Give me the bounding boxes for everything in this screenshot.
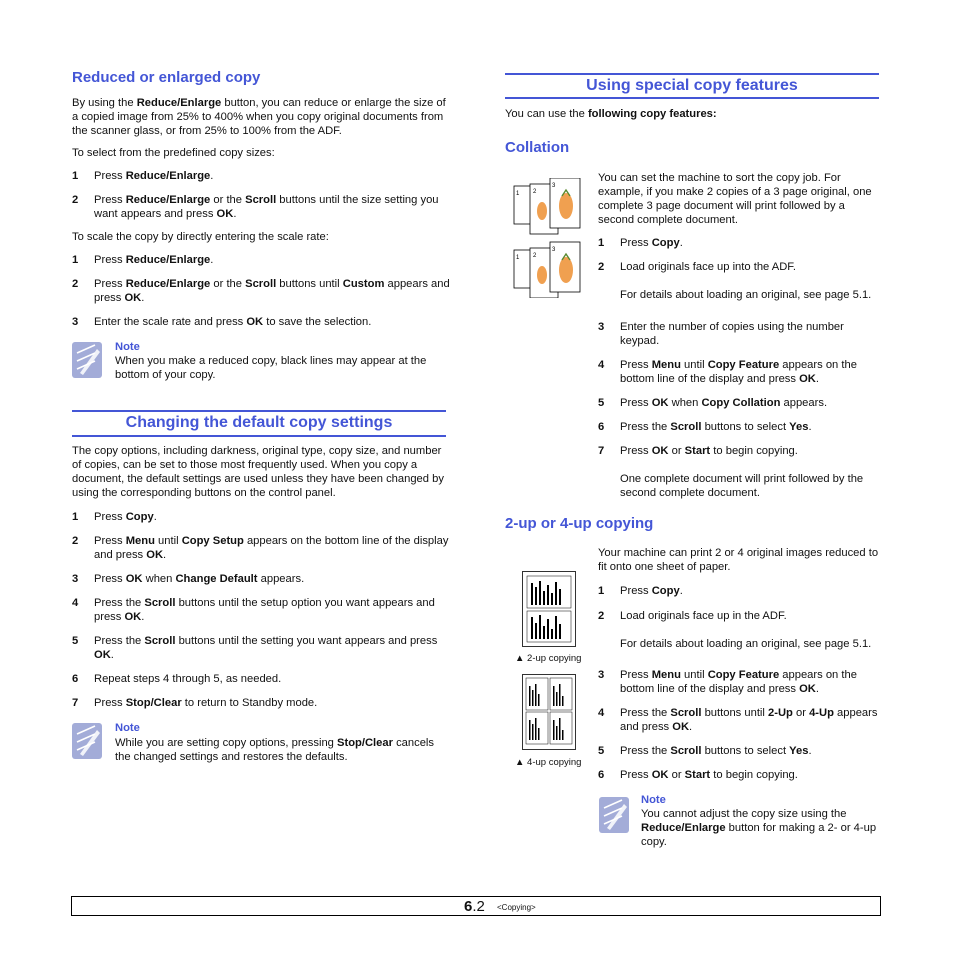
nup-intro: Your machine can print 2 or 4 original images reduced to fit onto one sheet of paper. — [598, 547, 879, 573]
step-number: 2 — [598, 610, 605, 622]
note-text: You cannot adjust the copy size using the Reduce/Enlarge button for making a 2- or 4-up copy. — [641, 808, 877, 848]
step-number: 1 — [598, 585, 605, 597]
collated-set-1 — [514, 178, 580, 234]
step-text: Press OK or Start to begin copying. One complete document will print followed by the second complete document. — [620, 445, 864, 499]
collated-set-2 — [514, 242, 580, 298]
note-title: Note — [115, 722, 140, 734]
section-heading-special: Using special copy features — [586, 77, 798, 94]
step-number: 5 — [72, 635, 79, 647]
step-text: Load originals face up in the ADF. For details about loading an original, see page 5.1. — [620, 610, 872, 650]
step-number: 3 — [598, 321, 605, 333]
step-text: Press Reduce/Enlarge. — [94, 170, 214, 182]
step-text: Press Stop/Clear to return to Standby mode. — [94, 697, 318, 709]
step-number: 5 — [598, 397, 605, 409]
section-heading-collation: Collation — [505, 139, 570, 156]
two-up-illustration — [522, 571, 576, 647]
step-number: 4 — [72, 597, 79, 609]
note-text: While you are setting copy options, pressing Stop/Clear cancels the changed settings and restores the defaults. — [115, 737, 435, 763]
page-number: 1 — [516, 255, 520, 261]
step-number: 5 — [598, 745, 605, 757]
page-number: 2 — [533, 253, 537, 259]
figure-caption-4up — [515, 757, 581, 769]
page-sub: .2 — [472, 898, 485, 915]
scale-intro: To scale the copy by directly entering the scale rate: — [72, 231, 329, 243]
section-heading-reduce: Reduced or enlarged copy — [72, 69, 261, 86]
step-number: 6 — [72, 673, 79, 685]
step-number: 7 — [598, 445, 605, 457]
step-text: Press Reduce/Enlarge or the Scroll buttons until the size setting you want appears and press OK. — [94, 194, 439, 220]
step-text: Repeat steps 4 through 5, as needed. — [94, 673, 282, 685]
step-text: Press OK when Copy Collation appears. — [620, 397, 828, 409]
step-number: 7 — [72, 697, 79, 709]
reduce-intro: By using the Reduce/Enlarge button, you can reduce or enlarge the size of a copied image from 25% to 400% when you copy original documents from the scanner glass, or from 25% to 100% from the ADF. — [72, 97, 446, 137]
step-number: 1 — [72, 254, 79, 266]
page-number: 2 — [533, 189, 537, 195]
step-number: 1 — [598, 237, 605, 249]
section-heading-nup: 2-up or 4-up copying — [505, 515, 654, 532]
page-number: 3 — [552, 247, 556, 253]
step-number: 6 — [598, 421, 605, 433]
step-number: 3 — [72, 316, 79, 328]
page-chapter: 6 — [464, 898, 473, 915]
step-text: Press OK or Start to begin copying. — [620, 769, 798, 781]
predef-intro: To select from the predefined copy sizes: — [72, 147, 275, 159]
collation-illustration — [512, 178, 584, 298]
step-number: 2 — [72, 535, 79, 547]
step-number: 4 — [598, 359, 605, 371]
page-footer — [71, 896, 881, 916]
section-label: <Copying> — [497, 903, 536, 912]
step-text: Press the Scroll buttons to select Yes. — [620, 745, 812, 757]
figure-caption-2up — [515, 653, 581, 665]
note-pencil-icon — [71, 722, 103, 760]
caption-text: 2-up copying — [527, 653, 582, 664]
step-number: 1 — [72, 511, 79, 523]
step-number: 2 — [72, 194, 79, 206]
section-banner-defaults — [72, 410, 446, 437]
step-text: Load originals face up into the ADF. For details about loading an original, see page 5.1. — [620, 261, 872, 301]
note-title: Note — [641, 794, 666, 806]
step-number: 2 — [598, 261, 605, 273]
triangle-icon: ▲ — [515, 653, 525, 664]
note-title: Note — [115, 341, 140, 353]
special-intro: You can use the following copy features: — [505, 108, 717, 120]
page-number: 3 — [552, 183, 556, 189]
step-number: 6 — [598, 769, 605, 781]
note-text: When you make a reduced copy, black lines may appear at the bottom of your copy. — [115, 355, 427, 381]
step-text: Press the Scroll buttons to select Yes. — [620, 421, 812, 433]
section-heading-defaults: Changing the default copy settings — [125, 414, 393, 431]
collation-intro: You can set the machine to sort the copy job. For example, if you make 2 copies of a 3 page original, one complete 3 page document will print followed by a second complete document. — [598, 172, 872, 226]
step-text: Press Reduce/Enlarge or the Scroll buttons until Custom appears and press OK. — [94, 278, 450, 304]
section-banner-special — [505, 73, 879, 99]
step-text: Press Copy. — [620, 585, 683, 597]
step-number: 1 — [72, 170, 79, 182]
step-number: 4 — [598, 707, 605, 719]
triangle-icon: ▲ — [515, 757, 525, 768]
step-number: 3 — [598, 669, 605, 681]
step-text: Press Menu until Copy Feature appears on the bottom line of the display and press OK. — [620, 669, 857, 695]
defaults-intro: The copy options, including darkness, original type, copy size, and number of copies, can be set to those most frequently used. When you copy a document, the default settings are used unless they have been changed by using the corresponding buttons on the control panel. — [72, 445, 444, 499]
step-number: 3 — [72, 573, 79, 585]
step-text: Enter the number of copies using the number keypad. — [620, 321, 844, 347]
step-text: Press Copy. — [94, 511, 157, 523]
note-pencil-icon — [598, 796, 630, 834]
step-text: Press OK when Change Default appears. — [94, 573, 305, 585]
page-number — [464, 898, 485, 915]
step-number: 2 — [72, 278, 79, 290]
step-text: Press the Scroll buttons until the setting you want appears and press OK. — [94, 635, 438, 661]
step-text: Press the Scroll buttons until 2-Up or 4-Up appears and press OK. — [620, 707, 878, 733]
step-text: Press Copy. — [620, 237, 683, 249]
step-text: Press Menu until Copy Setup appears on the bottom line of the display and press OK. — [94, 535, 449, 561]
step-text: Enter the scale rate and press OK to save the selection. — [94, 316, 372, 328]
step-text: Press Reduce/Enlarge. — [94, 254, 214, 266]
page-number: 1 — [516, 191, 520, 197]
four-up-illustration — [522, 674, 576, 750]
step-text: Press the Scroll buttons until the setup option you want appears and press OK. — [94, 597, 435, 623]
caption-text: 4-up copying — [527, 757, 582, 768]
step-text: Press Menu until Copy Feature appears on the bottom line of the display and press OK. — [620, 359, 857, 385]
note-pencil-icon — [71, 341, 103, 379]
